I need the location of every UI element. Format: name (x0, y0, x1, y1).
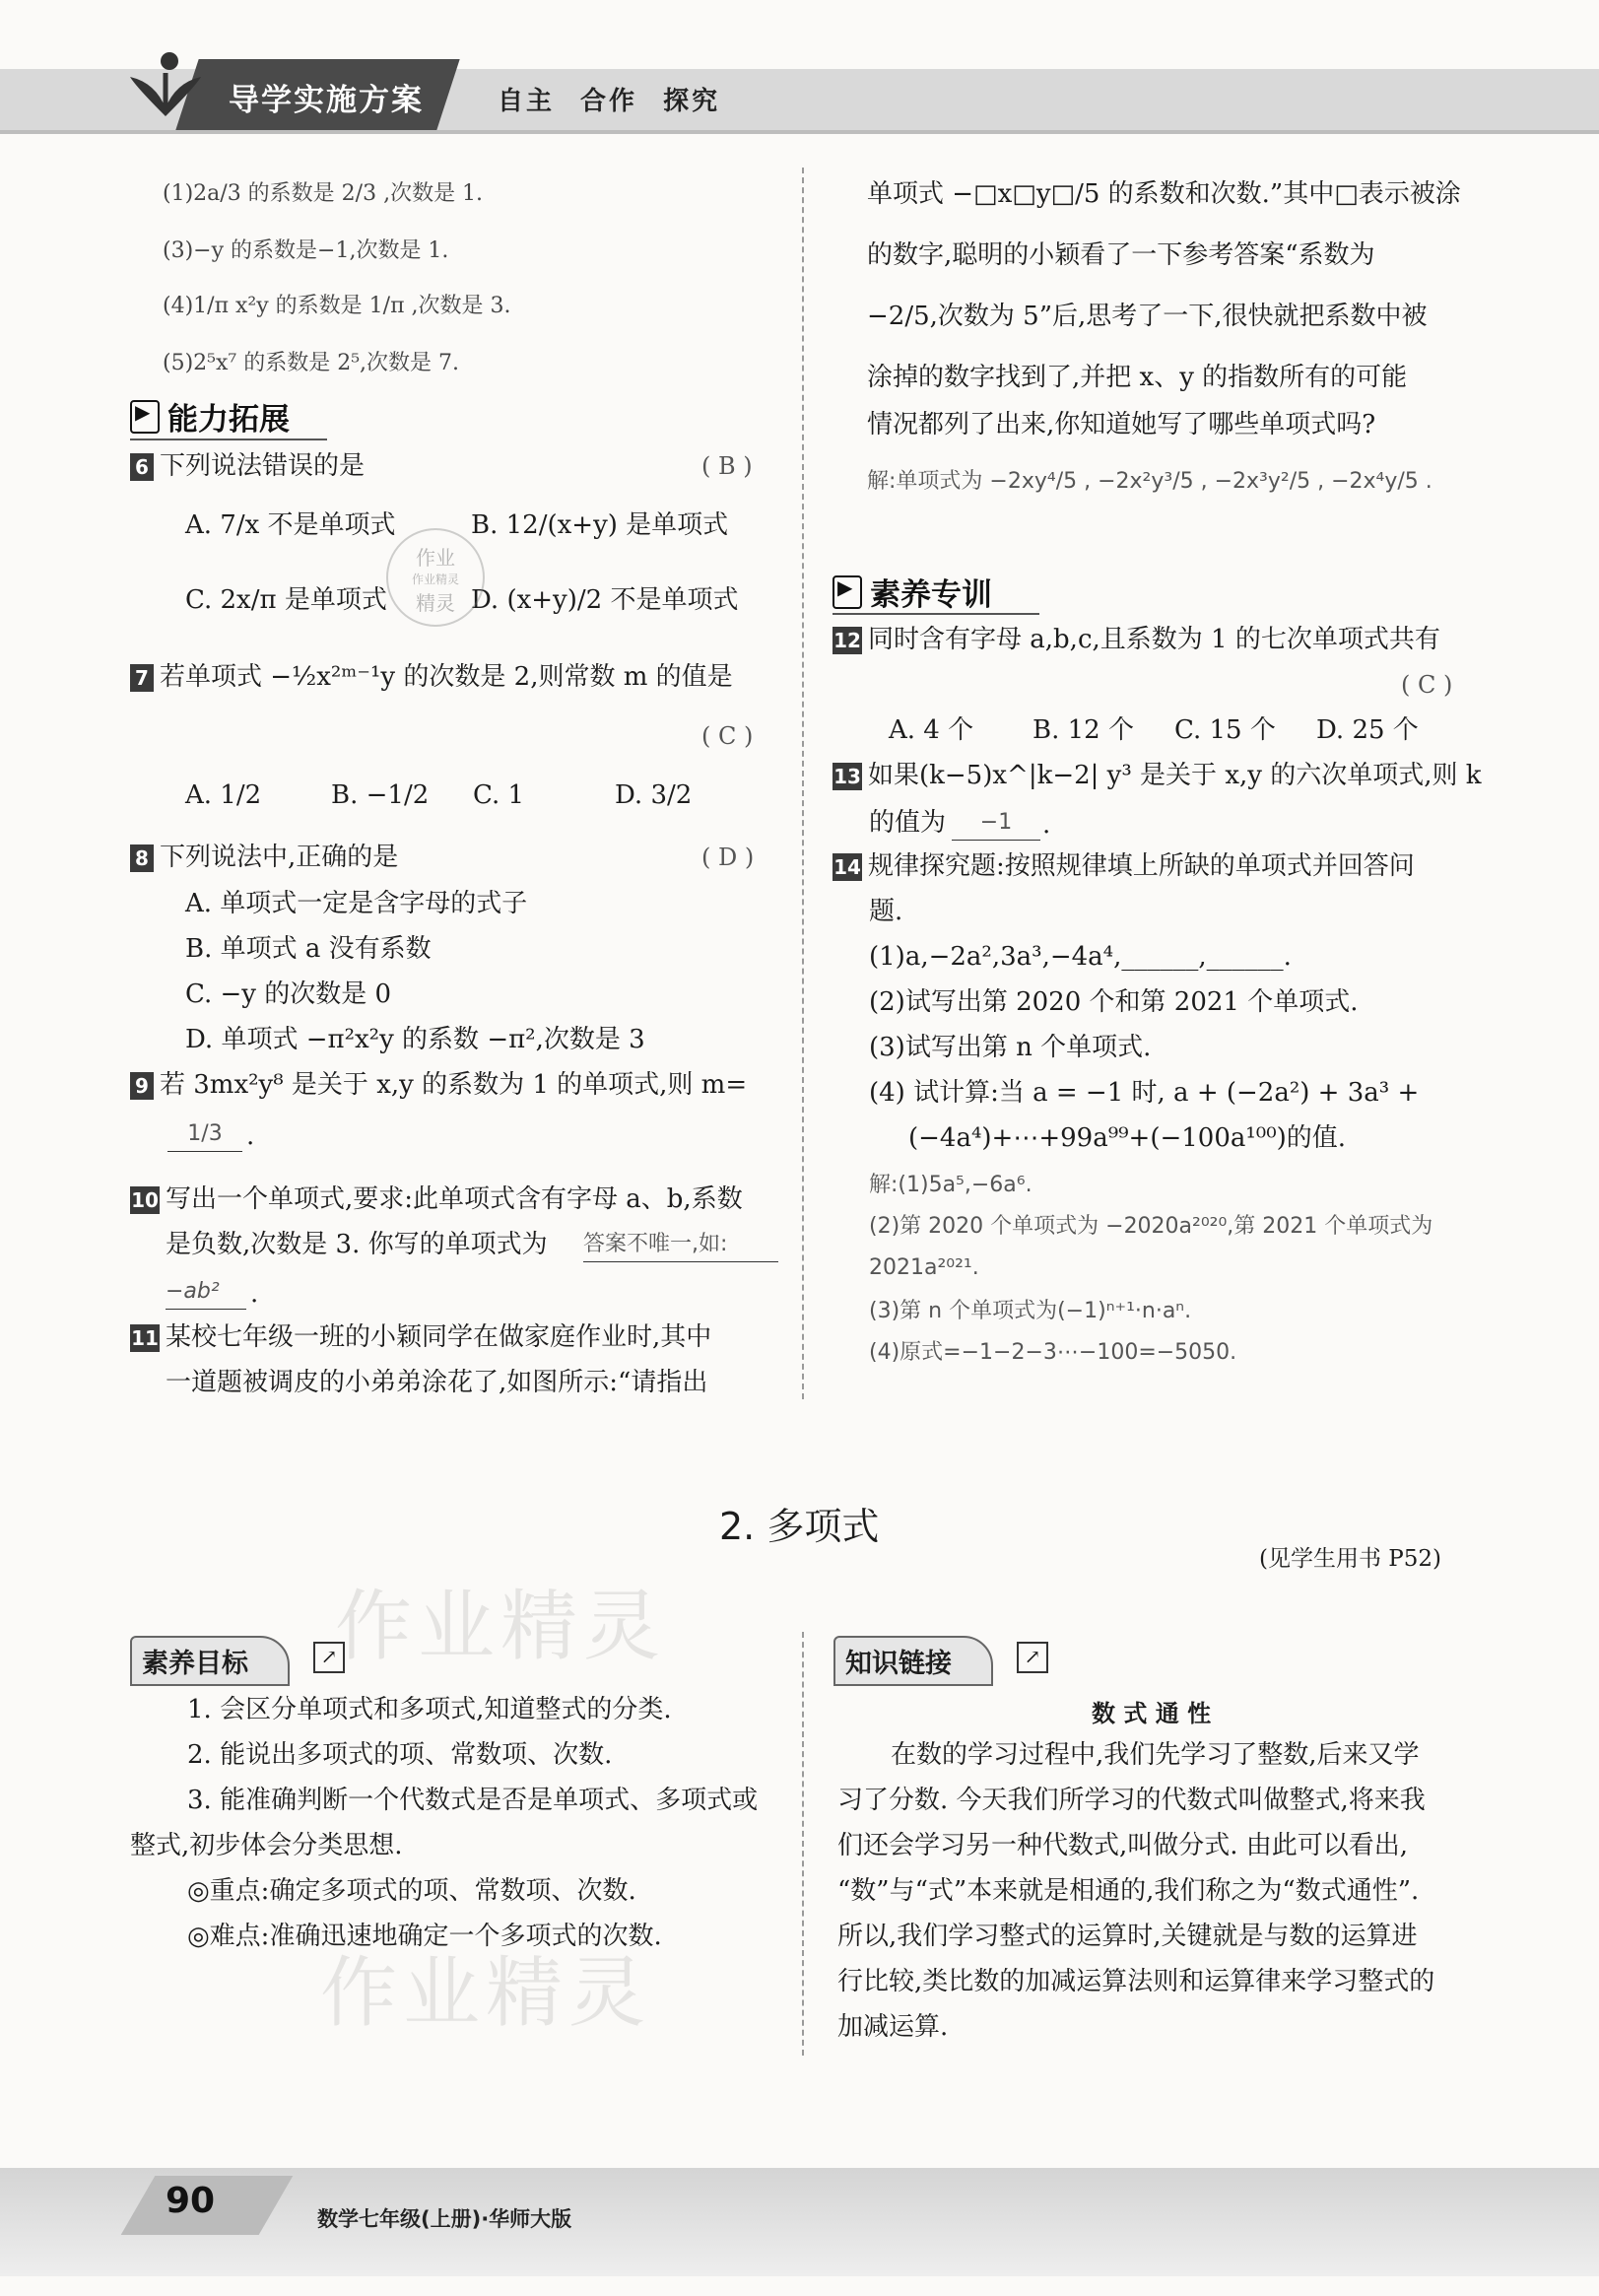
q8-option-a: A. 单项式一定是含字母的式子 (185, 889, 528, 918)
student-book-reference: (见学生用书 P52) (1259, 1546, 1441, 1572)
question-6: 6 下列说法错误的是 (130, 449, 365, 483)
q7-option-a: A. 1/2 (185, 780, 262, 810)
knowledge-title: 数 式 通 性 (1092, 1700, 1212, 1727)
arrow-icon (833, 575, 862, 609)
q12-option-b: B. 12 个 (1033, 715, 1134, 745)
goal-item-2: 2. 能说出多项式的项、常数项、次数. (187, 1740, 613, 1770)
q14-solution-3: (3)第 n 个单项式为(−1)ⁿ⁺¹·n·aⁿ. (869, 1299, 1192, 1323)
q12-option-c: C. 15 个 (1174, 715, 1276, 745)
q10-end: . (250, 1279, 259, 1309)
q8-option-c: C. −y 的次数是 0 (185, 979, 392, 1009)
q14-part-4a: (4) 试计算:当 a = −1 时, a + (−2a²) + 3a³ + (869, 1078, 1420, 1108)
watermark-stamp: 作业 作业精灵 精灵 (386, 528, 485, 627)
arrow-icon (130, 400, 160, 434)
question-10: 10 写出一个单项式,要求:此单项式含有字母 a、b,系数 (131, 1184, 743, 1214)
q11-cont-2: 的数字,聪明的小颖看了一下参考答案“系数为 (867, 240, 1375, 270)
section-title-polynomial: 2. 多项式 (719, 1505, 880, 1548)
external-link-icon: ↗ (1017, 1642, 1048, 1673)
knowledge-line-4: “数”与“式”本来就是相通的,我们称之为“数式通性”. (837, 1876, 1420, 1906)
q14-line2: 题. (869, 897, 903, 926)
q14-solution-2a: (2)第 2020 个单项式为 −2020a²⁰²⁰,第 2021 个单项式为 (869, 1214, 1433, 1239)
goals-tag: 素养目标 (130, 1636, 290, 1686)
q10-blank-1: 答案不唯一,如: (583, 1228, 778, 1262)
q14-solution-4: (4)原式=−1−2−3⋯−100=−5050. (869, 1340, 1237, 1365)
sprout-logo-icon (126, 47, 205, 126)
prev-answer-4: (4)1/π x²y 的系数是 1/π ,次数是 3. (163, 294, 511, 318)
q11-cont-3: −2/5,次数为 5”后,思考了一下,很快就把系数中被 (867, 302, 1428, 331)
q7-option-b: B. −1/2 (331, 780, 430, 810)
question-13: 13 如果(k−5)x^|k−2| y³ 是关于 x,y 的六次单项式,则 k (833, 761, 1482, 790)
question-14: 14 规律探究题:按照规律填上所缺的单项式并回答问 (833, 851, 1415, 881)
q6-option-b: B. 12/(x+y) 是单项式 (471, 510, 729, 540)
goal-item-3-cont: 整式,初步体会分类思想. (130, 1831, 403, 1860)
knowledge-line-1: 在数的学习过程中,我们先学习了整数,后来又学 (891, 1740, 1420, 1770)
goal-item-3: 3. 能准确判断一个代数式是否是单项式、多项式或 (187, 1786, 759, 1815)
q14-part-3: (3)试写出第 n 个单项式. (869, 1033, 1152, 1062)
page-number: 90 (166, 2181, 216, 2221)
q11-cont-1: 单项式 −□x□y□/5 的系数和次数.”其中□表示被涂 (867, 179, 1461, 209)
knowledge-line-5: 所以,我们学习整式的运算时,关键就是与数的运算进 (837, 1922, 1418, 1951)
external-link-icon: ↗ (313, 1642, 345, 1673)
column-divider (802, 168, 804, 1399)
answer-6: ( B ) (701, 452, 753, 480)
q14-part-4b: (−4a⁴)+⋯+99a⁹⁹+(−100a¹⁰⁰)的值. (908, 1123, 1347, 1153)
q14-solution-2b: 2021a²⁰²¹. (869, 1255, 979, 1280)
goal-difficulty: ◎难点:准确迅速地确定一个多项式的次数. (187, 1922, 662, 1951)
q10-line2: 是负数,次数是 3. 你写的单项式为 (166, 1230, 548, 1259)
book-title: 数学七年级(上册)·华师大版 (317, 2207, 572, 2231)
q9-end: . (246, 1121, 255, 1151)
q14-part-2: (2)试写出第 2020 个和第 2021 个单项式. (869, 987, 1359, 1017)
q7-option-c: C. 1 (473, 780, 525, 810)
answer-7: ( C ) (701, 722, 754, 750)
prev-answer-1: (1)2a/3 的系数是 2/3 ,次数是 1. (163, 181, 484, 206)
q12-option-d: D. 25 个 (1316, 715, 1419, 745)
question-8: 8 下列说法中,正确的是 (130, 841, 398, 874)
knowledge-line-7: 加减运算. (837, 2012, 949, 2042)
header-subtitle: 自主 合作 探究 (498, 87, 721, 116)
knowledge-tag: 知识链接 (833, 1636, 993, 1686)
section-heading-ability: ▶能力拓展 (130, 394, 290, 439)
answer-12: ( C ) (1401, 671, 1453, 699)
q6-option-c: C. 2x/π 是单项式 (185, 585, 387, 615)
q7-option-d: D. 3/2 (615, 780, 693, 810)
q11-line2: 一道题被调皮的小弟弟涂花了,如图所示:“请指出 (166, 1368, 708, 1397)
knowledge-line-2: 习了分数. 今天我们所学习的代数式叫做整式,将来我 (837, 1786, 1426, 1815)
question-11: 11 某校七年级一班的小颖同学在做家庭作业时,其中 (131, 1322, 712, 1352)
question-12: 12 同时含有字母 a,b,c,且系数为 1 的七次单项式共有 (833, 625, 1440, 654)
q11-solution: 解:单项式为 −2xy⁴/5 , −2x²y³/5 , −2x³y²/5 , −2x⁴y/5 . (867, 469, 1432, 494)
goal-key-point: ◎重点:确定多项式的项、常数项、次数. (187, 1876, 636, 1906)
q12-option-a: A. 4 个 (889, 715, 974, 745)
goal-item-1: 1. 会区分单项式和多项式,知道整式的分类. (187, 1695, 672, 1724)
q13-end: . (1042, 810, 1051, 840)
knowledge-line-6: 行比较,类比数的加减运算法则和运算律来学习整式的 (837, 1967, 1435, 1996)
q9-blank: 1/3 (167, 1117, 242, 1152)
column-divider (802, 1632, 804, 2056)
q14-part-1: (1)a,−2a²,3a³,−4a⁴,______,______. (869, 942, 1292, 972)
q10-blank-2: −ab² (166, 1275, 246, 1310)
knowledge-line-3: 们还会学习另一种代数式,叫做分式. 由此可以看出, (837, 1831, 1409, 1860)
watermark-text: 作业精灵 (320, 1949, 652, 2038)
q8-option-b: B. 单项式 a 没有系数 (185, 934, 432, 964)
answer-8: ( D ) (701, 844, 755, 871)
q6-option-a: A. 7/x 不是单项式 (185, 510, 396, 540)
section-underline (130, 439, 327, 440)
prev-answer-3: (3)−y 的系数是−1,次数是 1. (163, 238, 449, 263)
section-heading-literacy: ▶素养专训 (833, 570, 992, 614)
q13-blank: −1 (952, 806, 1040, 841)
q11-cont-4: 涂掉的数字找到了,并把 x、y 的指数所有的可能 (867, 363, 1408, 392)
prev-answer-5: (5)2⁵x⁷ 的系数是 2⁵,次数是 7. (163, 351, 459, 375)
section-underline (833, 613, 1039, 615)
q8-option-d: D. 单项式 −π²x²y 的系数 −π²,次数是 3 (185, 1025, 645, 1054)
question-9: 9 若 3mx²y⁸ 是关于 x,y 的系数为 1 的单项式,则 m= (130, 1068, 747, 1102)
q14-solution-1: 解:(1)5a⁵,−6a⁶. (869, 1173, 1033, 1197)
q11-cont-5: 情况都列了出来,你知道她写了哪些单项式吗? (867, 410, 1376, 439)
q13-line2: 的值为 (869, 808, 947, 838)
watermark-text: 作业精灵 (335, 1583, 667, 1671)
q6-option-d: D. (x+y)/2 不是单项式 (471, 585, 739, 615)
header-title: 导学实施方案 (229, 83, 424, 118)
question-7: 7 若单项式 −½x²ᵐ⁻¹y 的次数是 2,则常数 m 的值是 (130, 660, 733, 694)
